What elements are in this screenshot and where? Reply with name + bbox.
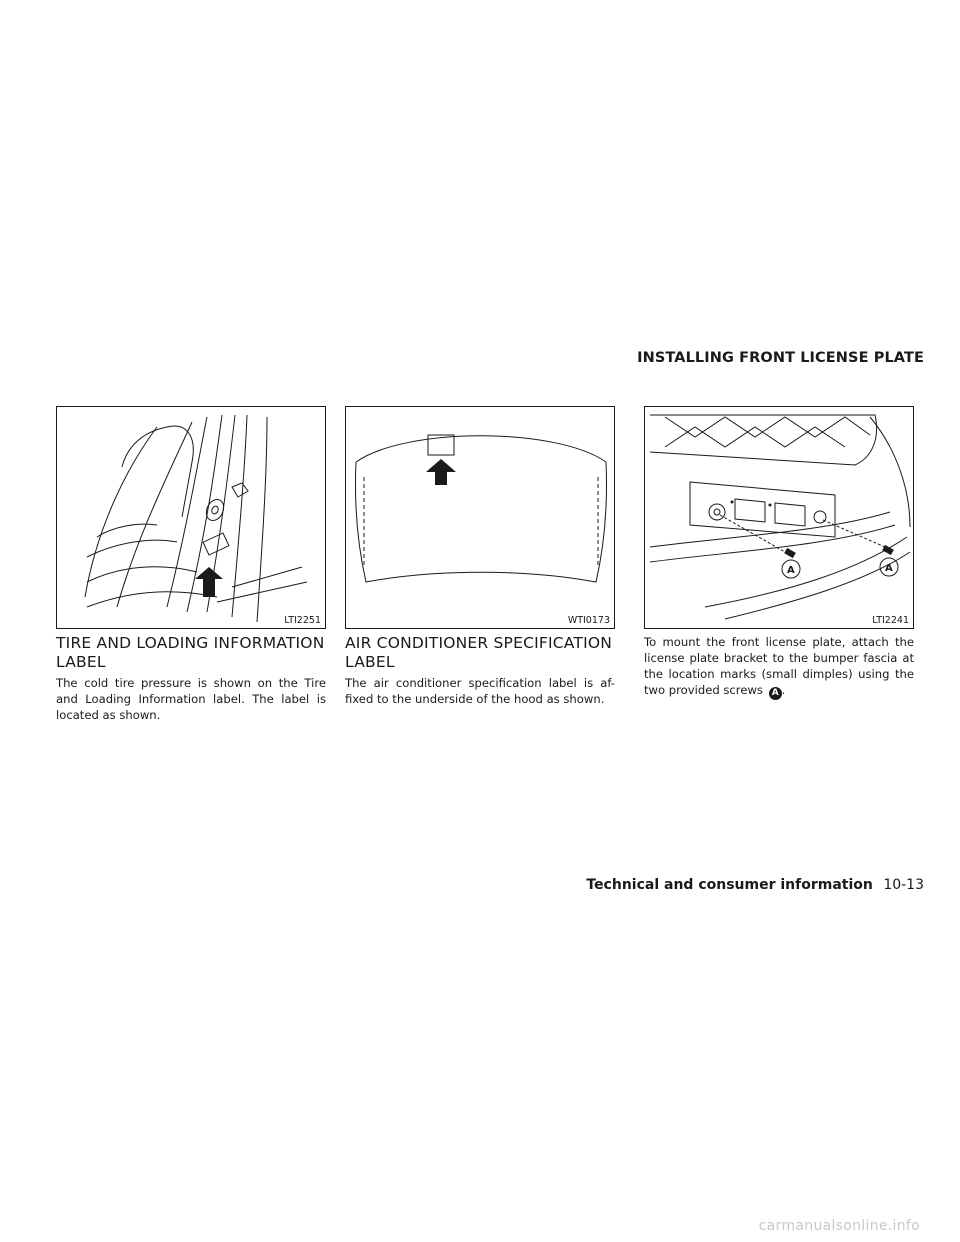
figure-code: LTI2241 bbox=[872, 615, 909, 626]
body-tire-loading-label: The cold tire pressure is shown on the Tire and Loading Information label. The label is located as shown. bbox=[56, 676, 326, 722]
figure-license-bracket bbox=[644, 406, 914, 629]
watermark: carmanualsonline.info bbox=[758, 1218, 920, 1234]
door-pillar-label-illustration bbox=[57, 407, 326, 629]
figure-code: LTI2251 bbox=[284, 615, 321, 626]
body-text: To mount the front license plate, attach the license plate bracket to the bumper fascia at the location marks (small dimples) using the two provided screws bbox=[644, 635, 914, 697]
figure-code: WTI0173 bbox=[567, 615, 610, 626]
front-bumper-license-bracket-illustration bbox=[645, 407, 914, 629]
figure-ac-label bbox=[345, 406, 615, 629]
heading-ac-spec-label: AIR CONDITIONER SPECIFICATION LABEL bbox=[345, 634, 613, 671]
heading-tire-loading-label: TIRE AND LOADING INFORMATION LABEL bbox=[56, 634, 325, 671]
chapter-title: Technical and consumer information bbox=[586, 877, 873, 893]
callout-a-icon: A bbox=[769, 687, 782, 700]
hood-underside-label-illustration bbox=[346, 407, 615, 629]
body-license-plate-instructions bbox=[644, 634, 914, 700]
page-number: 10-13 bbox=[883, 877, 924, 893]
page-footer bbox=[586, 877, 924, 893]
body-text-end: . bbox=[781, 683, 786, 697]
body-ac-spec-label: The air conditioner specification label is af-fixed to the underside of the hood as shown. bbox=[345, 676, 615, 706]
svg-text:A: A bbox=[787, 565, 795, 576]
section-header: INSTALLING FRONT LICENSE PLATE bbox=[637, 350, 924, 366]
svg-text:A: A bbox=[885, 563, 893, 574]
figure-tire-label bbox=[56, 406, 326, 629]
